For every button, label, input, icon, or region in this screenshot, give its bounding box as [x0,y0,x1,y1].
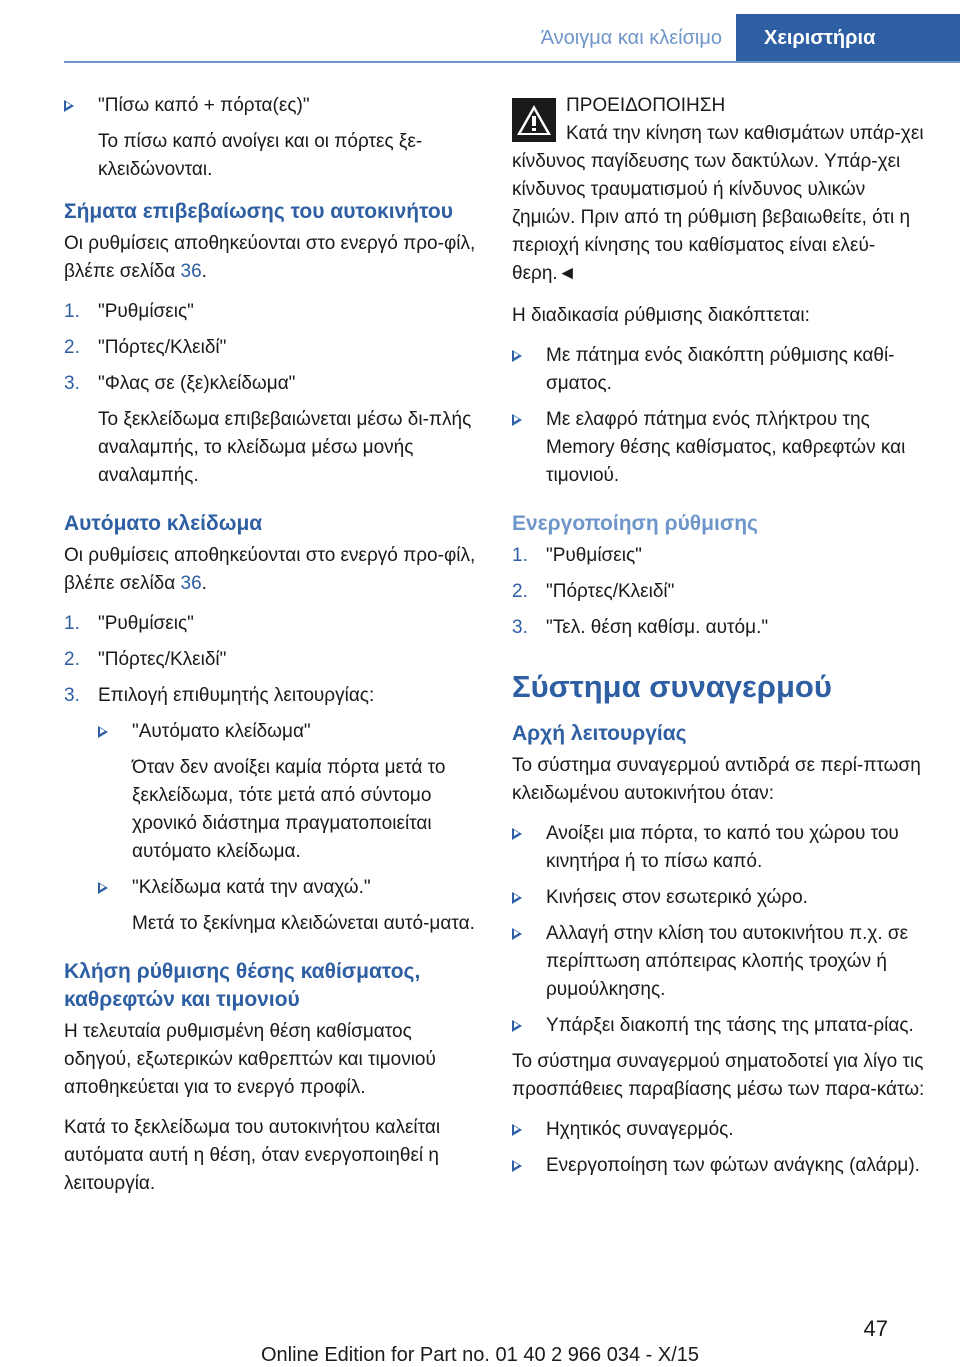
section-heading-principle: Αρχή λειτουργίας [512,722,687,745]
list-item [64,646,478,674]
list-item: Αλλαγή στην κλίση του αυτοκινήτου π.χ. σε περίπτωση απόπειρας κλοπής τροχών ή ρυμούλκησης. [512,920,926,1004]
paragraph: Οι ρυθμίσεις αποθηκεύονται στο ενεργό προ-φίλ, βλέπε σελίδα 36. [64,233,476,282]
option-description: Το πίσω καπό ανοίγει και οι πόρτες ξε-κλειδώνονται. [98,131,423,180]
triangle-bullet-icon [512,406,524,430]
option-description: Μετά το ξεκίνημα κλειδώνεται αυτό-ματα. [132,913,475,934]
step-number: 3. [512,617,528,638]
option-label: "Αυτόματο κλείδωμα" [132,721,311,742]
list-item [64,610,478,638]
section-heading-signals: Σήματα επιβεβαίωσης του αυτοκινήτου [64,200,453,223]
step-number: 1. [64,613,80,634]
step-number: 1. [64,301,80,322]
list-item: Ανοίξει μια πόρτα, το καπό του χώρου του κινητήρα ή το πίσω καπό. [512,820,926,876]
triangle-bullet-icon [98,874,110,898]
paragraph: Η τελευταία ρυθμισμένη θέση καθίσματος οδηγού, εξωτερικών καθρεπτών και τιμονιού αποθηκεύεται για το ενεργό προφίλ. [64,1021,436,1098]
triangle-bullet-icon [512,1116,524,1140]
triangle-bullet-icon [512,342,524,366]
section-heading-recall: Κλήση ρύθμισης θέσης καθίσματος, καθρεφτών και τιμονιού [64,960,421,1011]
triangle-bullet-icon [512,920,524,944]
step-number: 2. [64,649,80,670]
triangle-bullet-icon [64,92,76,116]
section-heading-activate: Ενεργοποίηση ρύθμισης [512,512,758,535]
list-item [64,370,478,490]
paragraph: Το σύστημα συναγερμού αντιδρά σε περί-πτωση κλειδωμένου αυτοκινήτου όταν: [512,755,921,804]
list-item: Υπάρξει διακοπή της τάσης της μπατα-ρίας. [512,1012,926,1040]
edition-line: Online Edition for Part no. 01 40 2 966 034 - X/15 [260,1344,700,1366]
section-heading-autolock: Αυτόματο κλείδωμα [64,512,263,535]
step-text: "Ρυθμίσεις" [98,613,194,634]
paragraph: Το σύστημα συναγερμού σηματοδοτεί για λίγο τις προσπάθειες παραβίασης μέσω των παρα-κάτω: [512,1051,925,1100]
list-item: Με ελαφρό πάτημα ενός πλήκτρου της Memory θέσης καθίσματος, καθρεφτών και τιμονιού. [512,406,926,490]
list-item: Ηχητικός συναγερμός. [512,1116,926,1144]
right-column [512,92,926,1188]
page-footer [0,1310,960,1366]
list-item [512,542,926,570]
option-label: "Πίσω καπό + πόρτα(ες)" [98,95,310,116]
header-chapter-tab: Χειριστήρια [736,14,960,62]
list-item [64,92,478,120]
step-text: "Πόρτες/Κλειδί" [98,337,227,358]
step-text: "Ρυθμίσεις" [98,301,194,322]
triangle-bullet-icon [98,718,110,742]
warning-triangle-icon [512,98,556,142]
step-text: "Πόρτες/Κλειδί" [546,581,675,602]
list-item [64,682,478,938]
list-item [64,298,478,326]
header-section-title: Άνοιγμα και κλείσιμο [540,27,722,49]
triangle-bullet-icon [512,820,524,844]
list-item [98,718,478,866]
step-number: 1. [512,545,528,566]
list-item: Με πάτημα ενός διακόπτη ρύθμισης καθί-σματος. [512,342,926,398]
step-description: Το ξεκλείδωμα επιβεβαιώνεται μέσω δι-πλής αναλαμπής, το κλείδωμα μέσω μονής αναλαμπής. [98,409,472,486]
step-number: 3. [64,373,80,394]
list-item: Κινήσεις στον εσωτερικό χώρο. [512,884,926,912]
warning-box [512,92,926,288]
page-number: 47 [863,1316,888,1341]
step-number: 2. [512,581,528,602]
header-rule [64,61,960,63]
paragraph: Οι ρυθμίσεις αποθηκεύονται στο ενεργό προ-φίλ, βλέπε σελίδα 36. [64,545,476,594]
step-text: "Ρυθμίσεις" [546,545,642,566]
page-reference-link[interactable]: 36 [180,261,202,282]
paragraph: Η διαδικασία ρύθμισης διακόπτεται: [512,305,810,326]
list-item [98,874,478,938]
step-text: "Φλας σε (ξε)κλείδωμα" [98,373,296,394]
step-number: 3. [64,685,80,706]
left-column [64,92,478,1210]
chapter-heading-alarm: Σύστημα συναγερμού [512,669,832,704]
list-item [512,578,926,606]
triangle-bullet-icon [512,1152,524,1176]
step-number: 2. [64,337,80,358]
step-text: Επιλογή επιθυμητής λειτουργίας: [98,685,375,706]
triangle-bullet-icon [512,884,524,908]
step-text: "Πόρτες/Κλειδί" [98,649,227,670]
option-label: "Κλείδωμα κατά την αναχώ." [132,877,371,898]
page-reference-link[interactable]: 36 [180,573,202,594]
warning-text: Κατά την κίνηση των καθισμάτων υπάρ-χει κίνδυνος παγίδευσης των δακτύλων. Υπάρ-χει κίνδυνος τραυματισμού ή κίνδυνος υλικών ζημιών. Πριν από τη ρύθμιση βεβαιωθείτε, ότι η περιοχή κίνησης του καθίσματος είναι ελεύ-θερη.◄ [512,123,924,284]
step-text: "Τελ. θέση καθίσμ. αυτόμ." [546,617,769,638]
paragraph: Κατά το ξεκλείδωμα του αυτοκινήτου καλείται αυτόματα αυτή η θέση, όταν ενεργοποιηθεί η λειτουργία. [64,1117,441,1194]
list-item [512,614,926,642]
option-description: Όταν δεν ανοίξει καμία πόρτα μετά το ξεκλείδωμα, τότε μετά από σύντομο χρονικό διάστημα πραγματοποιείται αυτόματο κλείδωμα. [132,757,446,862]
warning-title: ΠΡΟΕΙΔΟΠΟΙΗΣΗ [566,95,726,116]
list-item [64,334,478,362]
list-item: Ενεργοποίηση των φώτων ανάγκης (αλάρμ). [512,1152,926,1180]
triangle-bullet-icon [512,1012,524,1036]
